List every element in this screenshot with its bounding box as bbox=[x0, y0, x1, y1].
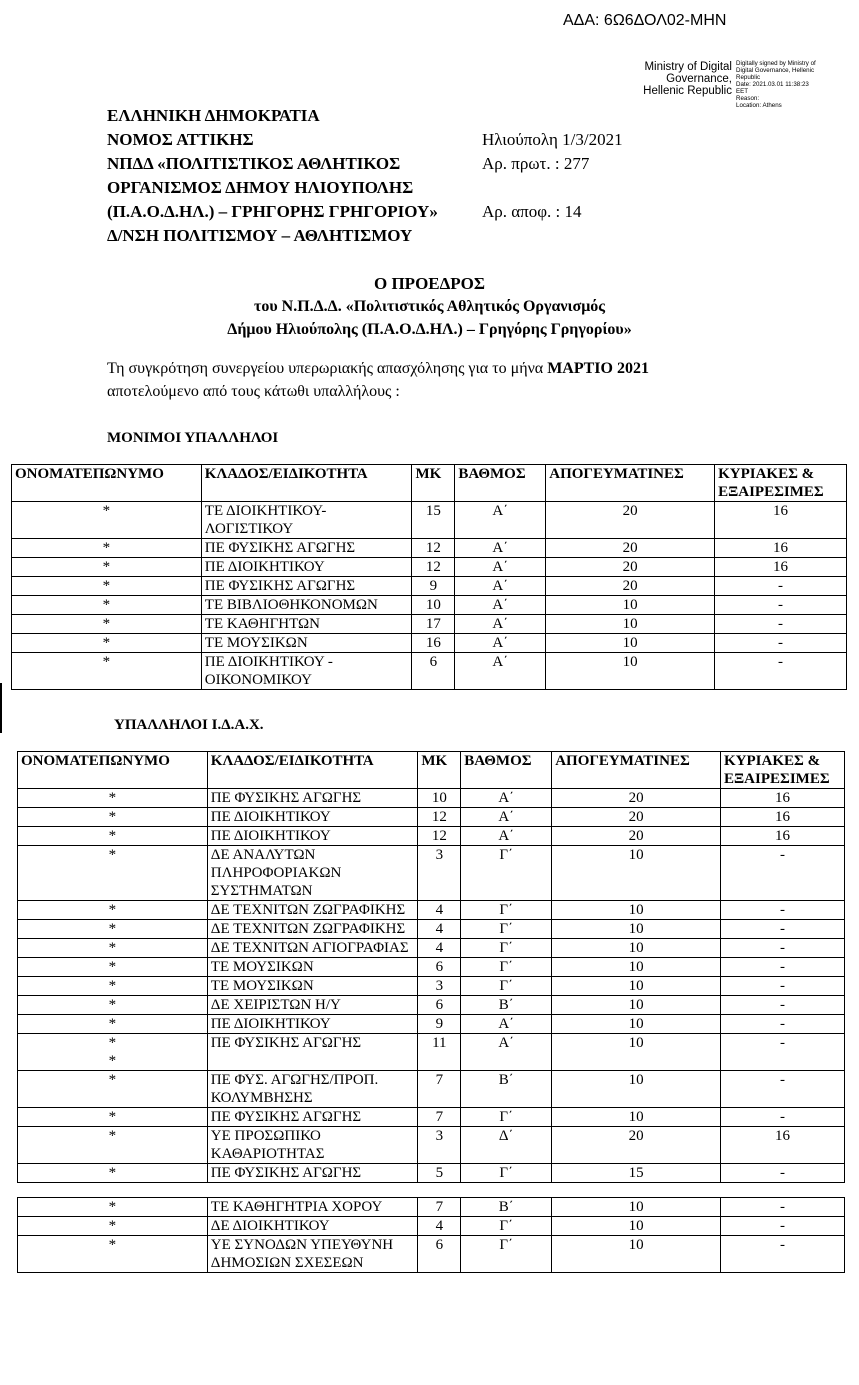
cell-name: * bbox=[18, 846, 208, 901]
cell-afternoon: 10 bbox=[552, 1108, 721, 1127]
cell-mk: 12 bbox=[412, 539, 455, 558]
cell-branch: ΔΕ ΤΕΧΝΙΤΩΝ ΖΩΓΡΑΦΙΚΗΣ bbox=[207, 920, 418, 939]
cell-branch: ΥΕ ΣΥΝΟΔΩΝ ΥΠΕΥΘΥΝΗ ΔΗΜΟΣΙΩΝ ΣΧΕΣΕΩΝ bbox=[207, 1236, 418, 1273]
document-reference bbox=[482, 128, 623, 224]
cell-name: * bbox=[18, 1015, 208, 1034]
spacer bbox=[482, 176, 623, 200]
cell-name: * bbox=[12, 502, 202, 539]
cell-name: * bbox=[18, 1108, 208, 1127]
cell-branch: ΔΕ ΤΕΧΝΙΤΩΝ ΑΓΙΟΓΡΑΦΙΑΣ bbox=[207, 939, 418, 958]
signer-line: Governance, bbox=[666, 73, 732, 85]
column-header: ΑΠΟΓΕΥΜΑΤΙΝΕΣ bbox=[546, 465, 715, 502]
ada-code: ΑΔΑ: 6Ω6ΔΟΛ02-ΜΗΝ bbox=[563, 12, 727, 29]
protocol-number: Αρ. πρωτ. : 277 bbox=[482, 154, 590, 173]
cell-mk: 7 bbox=[418, 1198, 461, 1217]
cell-mk: 3 bbox=[418, 977, 461, 996]
contract-staff-table bbox=[17, 751, 845, 1273]
cell-afternoon: 20 bbox=[546, 558, 715, 577]
cell-name: * bbox=[18, 1127, 208, 1164]
cell-afternoon: 10 bbox=[552, 1236, 721, 1273]
signature-detail: Digitally signed by Ministry of bbox=[736, 60, 816, 67]
intro-text: Τη συγκρότηση συνεργείου υπερωριακής απασχόλησης για το μήνα bbox=[107, 360, 548, 377]
cell-sundays: - bbox=[721, 1015, 845, 1034]
cell-name: * bbox=[12, 634, 202, 653]
column-header: ΜΚ bbox=[412, 465, 455, 502]
cell-name: * bbox=[18, 827, 208, 846]
cell-grade: Α΄ bbox=[461, 1034, 552, 1071]
cell-sundays: - bbox=[721, 977, 845, 996]
signature-detail: Reason: bbox=[736, 95, 760, 102]
cell-afternoon: 20 bbox=[552, 827, 721, 846]
cell-branch: ΤΕ ΒΙΒΛΙΟΘΗΚΟΝΟΜΩΝ bbox=[201, 596, 412, 615]
cell-name: * bbox=[18, 996, 208, 1015]
cell-afternoon: 10 bbox=[546, 634, 715, 653]
cell-grade: Β΄ bbox=[461, 1071, 552, 1108]
cell-name: * bbox=[18, 920, 208, 939]
cell-name: * bbox=[18, 901, 208, 920]
permanent-staff-table bbox=[11, 464, 847, 690]
table-body bbox=[18, 789, 845, 1273]
cell-mk: 7 bbox=[418, 1071, 461, 1108]
cell-mk: 3 bbox=[418, 846, 461, 901]
table-gap bbox=[18, 1183, 845, 1198]
digital-signature-details bbox=[736, 60, 836, 109]
cell-name: * bbox=[18, 1164, 208, 1183]
cell-sundays: 16 bbox=[721, 808, 845, 827]
cell-mk: 11 bbox=[418, 1034, 461, 1071]
table-row bbox=[18, 827, 845, 846]
cell-name: * bbox=[18, 1236, 208, 1273]
table-row bbox=[18, 920, 845, 939]
cell-name: * bbox=[12, 558, 202, 577]
cell-grade: Β΄ bbox=[461, 1198, 552, 1217]
header-line: Δ/ΝΣΗ ΠΟΛΙΤΙΣΜΟΥ – ΑΘΛΗΤΙΣΜΟΥ bbox=[107, 226, 413, 245]
page-edge-mark bbox=[0, 683, 2, 733]
cell-grade: Α΄ bbox=[455, 539, 546, 558]
signature-detail: Date: 2021.03.01 11:38:23 bbox=[736, 81, 809, 88]
table-row bbox=[12, 502, 847, 539]
cell-mk: 5 bbox=[418, 1164, 461, 1183]
column-header: ΚΛΑΔΟΣ/ΕΙΔΙΚΟΤΗΤΑ bbox=[201, 465, 412, 502]
cell-sundays: 16 bbox=[715, 539, 847, 558]
cell-sundays: - bbox=[721, 996, 845, 1015]
cell-name: * bbox=[18, 1071, 208, 1108]
cell-grade: Α΄ bbox=[455, 615, 546, 634]
table-row bbox=[18, 1164, 845, 1183]
cell-branch: ΠΕ ΔΙΟΙΚΗΤΙΚΟΥ - ΟΙΚΟΝΟΜΙΚΟΥ bbox=[201, 653, 412, 690]
table-row bbox=[12, 653, 847, 690]
table-header-row bbox=[18, 752, 845, 789]
cell-mk: 4 bbox=[418, 1217, 461, 1236]
cell-branch: ΠΕ ΔΙΟΙΚΗΤΙΚΟΥ bbox=[207, 827, 418, 846]
table-row bbox=[18, 1108, 845, 1127]
cell-afternoon: 20 bbox=[546, 502, 715, 539]
cell-branch: ΠΕ ΔΙΟΙΚΗΤΙΚΟΥ bbox=[207, 808, 418, 827]
intro-month: ΜΑΡΤΙΟ 2021 bbox=[547, 360, 649, 377]
cell-afternoon: 20 bbox=[546, 539, 715, 558]
table-row bbox=[18, 996, 845, 1015]
cell-name: * bbox=[12, 653, 202, 690]
column-header: ΟΝΟΜΑΤΕΠΩΝΥΜΟ bbox=[18, 752, 208, 789]
table-row bbox=[18, 1034, 845, 1071]
cell-branch: ΠΕ ΦΥΣΙΚΗΣ ΑΓΩΓΗΣ bbox=[207, 1108, 418, 1127]
cell-afternoon: 10 bbox=[552, 996, 721, 1015]
column-header: ΒΑΘΜΟΣ bbox=[455, 465, 546, 502]
cell-grade: Α΄ bbox=[455, 577, 546, 596]
president-title: Ο ΠΡΟΕΔΡΟΣ bbox=[373, 274, 486, 293]
cell-afternoon: 10 bbox=[546, 615, 715, 634]
cell-branch: ΠΕ ΦΥΣ. ΑΓΩΓΗΣ/ΠΡΟΠ. ΚΟΛΥΜΒΗΣΗΣ bbox=[207, 1071, 418, 1108]
cell-afternoon: 10 bbox=[552, 1071, 721, 1108]
cell-name: * bbox=[18, 1217, 208, 1236]
cell-branch: ΠΕ ΦΥΣΙΚΗΣ ΑΓΩΓΗΣ bbox=[201, 577, 412, 596]
table-row bbox=[18, 1236, 845, 1273]
intro-paragraph bbox=[107, 357, 807, 403]
cell-mk: 15 bbox=[412, 502, 455, 539]
cell-mk: 12 bbox=[418, 827, 461, 846]
cell-branch: ΠΕ ΦΥΣΙΚΗΣ ΑΓΩΓΗΣ bbox=[207, 1164, 418, 1183]
table-row bbox=[18, 1071, 845, 1108]
cell-afternoon: 10 bbox=[552, 1198, 721, 1217]
cell-sundays: 16 bbox=[721, 789, 845, 808]
header-line: ΝΟΜΟΣ ΑΤΤΙΚΗΣ bbox=[107, 130, 254, 149]
table-row bbox=[18, 1217, 845, 1236]
digital-signature-signer bbox=[620, 61, 732, 97]
cell-branch: ΤΕ ΜΟΥΣΙΚΩΝ bbox=[201, 634, 412, 653]
table-row bbox=[18, 1015, 845, 1034]
signature-detail: Republic bbox=[736, 74, 761, 81]
table-row bbox=[18, 901, 845, 920]
table-row bbox=[12, 577, 847, 596]
cell-grade: Α΄ bbox=[461, 1015, 552, 1034]
cell-branch: ΠΕ ΔΙΟΙΚΗΤΙΚΟΥ bbox=[201, 558, 412, 577]
cell-name: * * bbox=[18, 1034, 208, 1071]
signature-detail: Location: Athens bbox=[736, 102, 782, 109]
cell-mk: 10 bbox=[412, 596, 455, 615]
cell-sundays: - bbox=[721, 901, 845, 920]
president-line: Δήμου Ηλιούπολης (Π.Α.Ο.Δ.ΗΛ.) – Γρηγόρης Γρηγορίου» bbox=[227, 321, 632, 338]
cell-sundays: 16 bbox=[715, 558, 847, 577]
cell-name: * bbox=[18, 977, 208, 996]
cell-sundays: - bbox=[721, 939, 845, 958]
cell-sundays: - bbox=[721, 1198, 845, 1217]
cell-branch: ΤΕ ΚΑΘΗΓΗΤΩΝ bbox=[201, 615, 412, 634]
cell-afternoon: 10 bbox=[552, 977, 721, 996]
signer-line: Hellenic Republic bbox=[643, 85, 732, 97]
cell-grade: Α΄ bbox=[461, 789, 552, 808]
cell-afternoon: 20 bbox=[546, 577, 715, 596]
cell-branch: ΔΕ ΧΕΙΡΙΣΤΩΝ Η/Υ bbox=[207, 996, 418, 1015]
cell-mk: 6 bbox=[418, 958, 461, 977]
decision-number: Αρ. αποφ. : 14 bbox=[482, 202, 582, 221]
cell-sundays: - bbox=[715, 577, 847, 596]
cell-afternoon: 10 bbox=[552, 958, 721, 977]
cell-afternoon: 20 bbox=[552, 1127, 721, 1164]
cell-afternoon: 10 bbox=[552, 901, 721, 920]
cell-name: * bbox=[18, 789, 208, 808]
column-header: ΒΑΘΜΟΣ bbox=[461, 752, 552, 789]
table-row bbox=[12, 596, 847, 615]
column-header: ΑΠΟΓΕΥΜΑΤΙΝΕΣ bbox=[552, 752, 721, 789]
cell-grade: Α΄ bbox=[455, 634, 546, 653]
section-title: ΜΟΝΙΜΟΙ ΥΠΑΛΛΗΛΟΙ bbox=[107, 430, 279, 446]
cell-grade: Γ΄ bbox=[461, 1108, 552, 1127]
cell-name: * bbox=[12, 615, 202, 634]
cell-name: * bbox=[18, 808, 208, 827]
table-row bbox=[12, 634, 847, 653]
cell-sundays: 16 bbox=[721, 1127, 845, 1164]
table-row bbox=[18, 977, 845, 996]
cell-grade: Α΄ bbox=[455, 596, 546, 615]
cell-grade: Γ΄ bbox=[461, 1236, 552, 1273]
section-title: ΥΠΑΛΛΗΛΟΙ Ι.Δ.Α.Χ. bbox=[114, 717, 264, 733]
cell-grade: Γ΄ bbox=[461, 1217, 552, 1236]
cell-sundays: - bbox=[721, 1108, 845, 1127]
cell-mk: 9 bbox=[412, 577, 455, 596]
cell-sundays: - bbox=[715, 653, 847, 690]
cell-grade: Γ΄ bbox=[461, 958, 552, 977]
cell-grade: Γ΄ bbox=[461, 920, 552, 939]
president-line: του Ν.Π.Δ.Δ. «Πολιτιστικός Αθλητικός Οργανισμός bbox=[253, 298, 606, 315]
cell-grade: Α΄ bbox=[461, 827, 552, 846]
cell-afternoon: 10 bbox=[552, 1034, 721, 1071]
table-header-row bbox=[12, 465, 847, 502]
president-heading bbox=[0, 272, 859, 341]
cell-sundays: - bbox=[721, 1164, 845, 1183]
cell-grade: Γ΄ bbox=[461, 977, 552, 996]
intro-text: αποτελούμενο από τους κάτωθι υπαλλήλους : bbox=[107, 383, 400, 400]
cell-mk: 6 bbox=[418, 1236, 461, 1273]
cell-branch: ΤΕ ΚΑΘΗΓΗΤΡΙΑ ΧΟΡΟΥ bbox=[207, 1198, 418, 1217]
header-line: (Π.Α.Ο.Δ.ΗΛ.) – ΓΡΗΓΟΡΗΣ ΓΡΗΓΟΡΙΟΥ» bbox=[107, 202, 438, 221]
table-row bbox=[12, 558, 847, 577]
cell-mk: 7 bbox=[418, 1108, 461, 1127]
issuer-header bbox=[107, 104, 438, 248]
column-header: ΚΥΡΙΑΚΕΣ & ΕΞΑΙΡΕΣΙΜΕΣ bbox=[721, 752, 845, 789]
cell-mk: 16 bbox=[412, 634, 455, 653]
cell-afternoon: 10 bbox=[546, 653, 715, 690]
cell-mk: 10 bbox=[418, 789, 461, 808]
signature-detail: EET bbox=[736, 88, 749, 95]
cell-afternoon: 10 bbox=[552, 939, 721, 958]
table-row bbox=[12, 539, 847, 558]
cell-grade: Γ΄ bbox=[461, 901, 552, 920]
signature-detail: Digital Governance, Hellenic bbox=[736, 67, 815, 74]
column-header: ΟΝΟΜΑΤΕΠΩΝΥΜΟ bbox=[12, 465, 202, 502]
cell-branch: ΔΕ ΔΙΟΙΚΗΤΙΚΟΥ bbox=[207, 1217, 418, 1236]
cell-branch: ΥΕ ΠΡΟΣΩΠΙΚΟ ΚΑΘΑΡΙΟΤΗΤΑΣ bbox=[207, 1127, 418, 1164]
cell-grade: Γ΄ bbox=[461, 1164, 552, 1183]
cell-mk: 4 bbox=[418, 939, 461, 958]
cell-branch: ΤΕ ΔΙΟΙΚΗΤΙΚΟΥ-ΛΟΓΙΣΤΙΚΟΥ bbox=[201, 502, 412, 539]
cell-sundays: - bbox=[715, 596, 847, 615]
cell-mk: 12 bbox=[412, 558, 455, 577]
cell-branch: ΠΕ ΦΥΣΙΚΗΣ ΑΓΩΓΗΣ bbox=[201, 539, 412, 558]
table-body bbox=[12, 502, 847, 690]
cell-branch: ΠΕ ΦΥΣΙΚΗΣ ΑΓΩΓΗΣ bbox=[207, 1034, 418, 1071]
column-header: ΜΚ bbox=[418, 752, 461, 789]
cell-sundays: - bbox=[721, 958, 845, 977]
cell-mk: 6 bbox=[412, 653, 455, 690]
cell-branch: ΔΕ ΑΝΑΛΥΤΩΝ ΠΛΗΡΟΦΟΡΙΑΚΩΝ ΣΥΣΤΗΜΑΤΩΝ bbox=[207, 846, 418, 901]
cell-name: * bbox=[12, 577, 202, 596]
column-header: ΚΥΡΙΑΚΕΣ & ΕΞΑΙΡΕΣΙΜΕΣ bbox=[715, 465, 847, 502]
table-row bbox=[18, 1127, 845, 1164]
cell-grade: Α΄ bbox=[455, 558, 546, 577]
cell-grade: Α΄ bbox=[455, 653, 546, 690]
cell-mk: 4 bbox=[418, 901, 461, 920]
cell-afternoon: 10 bbox=[552, 1217, 721, 1236]
column-header: ΚΛΑΔΟΣ/ΕΙΔΙΚΟΤΗΤΑ bbox=[207, 752, 418, 789]
cell-grade: Δ΄ bbox=[461, 1127, 552, 1164]
cell-sundays: 16 bbox=[715, 502, 847, 539]
table-row bbox=[18, 1198, 845, 1217]
signer-line: Ministry of Digital bbox=[644, 61, 732, 73]
cell-name: * bbox=[12, 539, 202, 558]
cell-name: * bbox=[18, 958, 208, 977]
cell-afternoon: 15 bbox=[552, 1164, 721, 1183]
cell-branch: ΠΕ ΔΙΟΙΚΗΤΙΚΟΥ bbox=[207, 1015, 418, 1034]
cell-name: * bbox=[18, 1198, 208, 1217]
cell-name: * bbox=[12, 596, 202, 615]
cell-afternoon: 10 bbox=[546, 596, 715, 615]
cell-sundays: - bbox=[721, 846, 845, 901]
table-row bbox=[12, 615, 847, 634]
cell-afternoon: 10 bbox=[552, 920, 721, 939]
cell-mk: 3 bbox=[418, 1127, 461, 1164]
cell-afternoon: 20 bbox=[552, 808, 721, 827]
table-row bbox=[18, 939, 845, 958]
cell-sundays: - bbox=[721, 1217, 845, 1236]
cell-mk: 6 bbox=[418, 996, 461, 1015]
cell-mk: 9 bbox=[418, 1015, 461, 1034]
cell-mk: 12 bbox=[418, 808, 461, 827]
cell-sundays: - bbox=[715, 615, 847, 634]
header-line: ΝΠΔΔ «ΠΟΛΙΤΙΣΤΙΚΟΣ ΑΘΛΗΤΙΚΟΣ bbox=[107, 154, 401, 173]
cell-afternoon: 10 bbox=[552, 846, 721, 901]
table-row bbox=[18, 808, 845, 827]
header-line: ΟΡΓΑΝΙΣΜΟΣ ΔΗΜΟΥ ΗΛΙΟΥΠΟΛΗΣ bbox=[107, 178, 414, 197]
cell-sundays: - bbox=[715, 634, 847, 653]
header-line: ΕΛΛΗΝΙΚΗ ΔΗΜΟΚΡΑΤΙΑ bbox=[107, 106, 320, 125]
cell-mk: 4 bbox=[418, 920, 461, 939]
cell-sundays: - bbox=[721, 920, 845, 939]
cell-branch: ΠΕ ΦΥΣΙΚΗΣ ΑΓΩΓΗΣ bbox=[207, 789, 418, 808]
place-date: Ηλιούπολη 1/3/2021 bbox=[482, 130, 623, 149]
table-row bbox=[18, 846, 845, 901]
table-row bbox=[18, 789, 845, 808]
cell-afternoon: 20 bbox=[552, 789, 721, 808]
cell-sundays: - bbox=[721, 1236, 845, 1273]
cell-grade: Α΄ bbox=[455, 502, 546, 539]
cell-branch: ΔΕ ΤΕΧΝΙΤΩΝ ΖΩΓΡΑΦΙΚΗΣ bbox=[207, 901, 418, 920]
cell-grade: Γ΄ bbox=[461, 939, 552, 958]
cell-mk: 17 bbox=[412, 615, 455, 634]
cell-sundays: - bbox=[721, 1034, 845, 1071]
cell-branch: ΤΕ ΜΟΥΣΙΚΩΝ bbox=[207, 958, 418, 977]
cell-grade: Β΄ bbox=[461, 996, 552, 1015]
cell-sundays: - bbox=[721, 1071, 845, 1108]
cell-grade: Α΄ bbox=[461, 808, 552, 827]
cell-afternoon: 10 bbox=[552, 1015, 721, 1034]
cell-sundays: 16 bbox=[721, 827, 845, 846]
table-gap-cell bbox=[18, 1183, 845, 1198]
cell-name: * bbox=[18, 939, 208, 958]
cell-branch: ΤΕ ΜΟΥΣΙΚΩΝ bbox=[207, 977, 418, 996]
table-row bbox=[18, 958, 845, 977]
cell-grade: Γ΄ bbox=[461, 846, 552, 901]
